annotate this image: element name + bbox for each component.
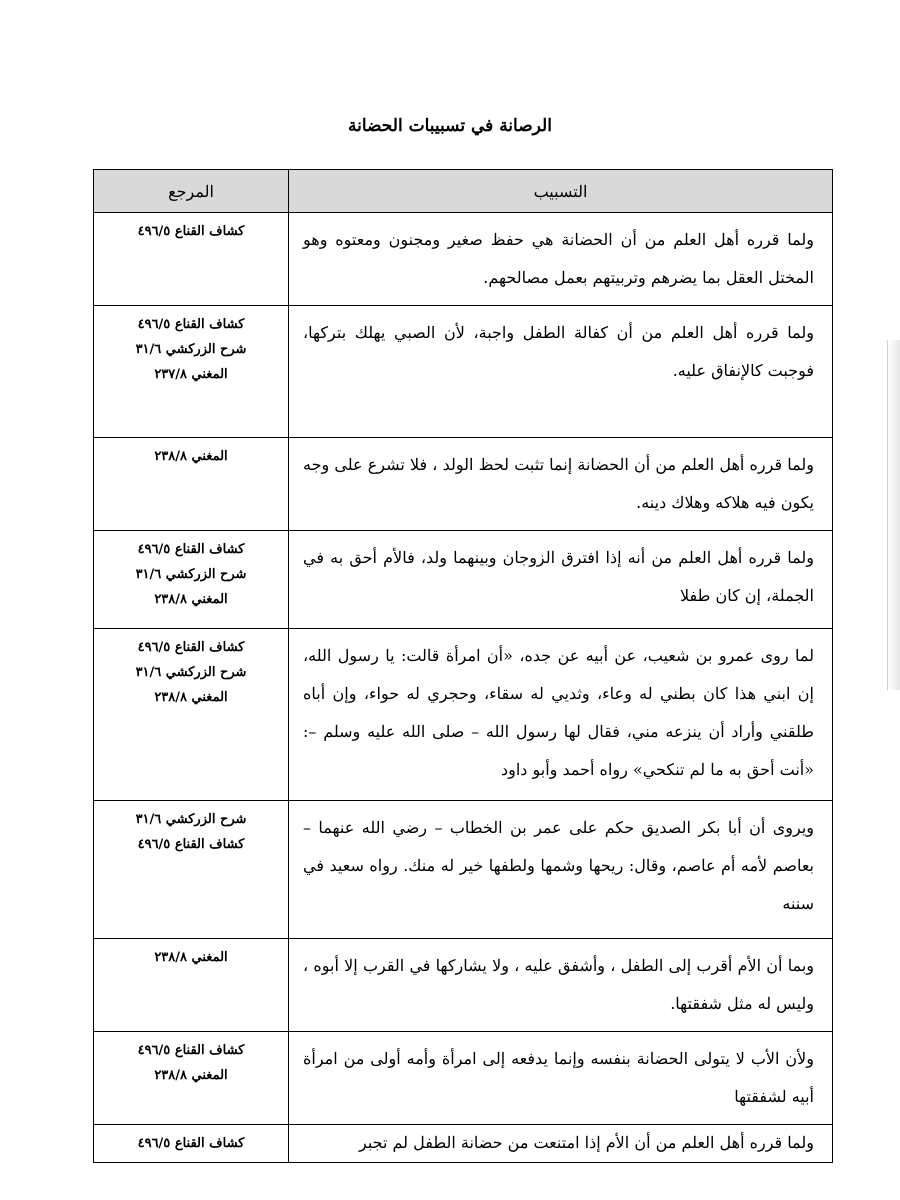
- reference-cell: [94, 629, 289, 801]
- page-scrollbar[interactable]: [887, 340, 900, 690]
- table-row: [94, 1125, 833, 1163]
- reference-item: شرح الزركشي ٣١/٦: [135, 812, 247, 827]
- table-row: [94, 801, 833, 939]
- reference-cell: [94, 939, 289, 1032]
- reference-item: شرح الزركشي ٣١/٦: [135, 567, 247, 582]
- table-row: [94, 629, 833, 801]
- reference-item: شرح الزركشي ٣١/٦: [135, 342, 247, 357]
- reference-cell: [94, 306, 289, 438]
- reference-item: كشاف القناع ٤٩٦/٥: [137, 224, 245, 239]
- reasoning-cell: ولما قرره أهل العلم من أن الأم إذا امتنعت من حضانة الطفل لم تجبر: [289, 1125, 833, 1163]
- reference-item: المغني ٢٣٨/٨: [154, 449, 228, 464]
- reference-cell: [94, 213, 289, 306]
- reference-cell: [94, 1125, 289, 1163]
- reference-item: المغني ٢٣٨/٨: [154, 592, 228, 607]
- reference-item: شرح الزركشي ٣١/٦: [135, 665, 247, 680]
- reference-cell: [94, 1032, 289, 1125]
- reasoning-cell: ولأن الأب لا يتولى الحضانة بنفسه وإنما يدفعه إلى امرأة وأمه أولى من امرأة أبيه لشفقتها: [289, 1032, 833, 1125]
- table-row: [94, 438, 833, 531]
- reasoning-table: [93, 169, 833, 1163]
- reasoning-cell: ولما قرره أهل العلم من أن الحضانة إنما تثبت لحظ الولد ، فلا تشرع على وجه يكون فيه هلاكه وهلاك دينه.: [289, 438, 833, 531]
- table-header-row: [94, 170, 833, 213]
- reference-cell: [94, 531, 289, 629]
- reference-cell: [94, 801, 289, 939]
- reference-item: كشاف القناع ٤٩٦/٥: [137, 1136, 245, 1151]
- table-row: [94, 939, 833, 1032]
- reference-cell: [94, 438, 289, 531]
- page-title: الرصانة في تسبيبات الحضانة: [348, 116, 552, 136]
- reasoning-cell: ولما قرره أهل العلم من أن كفالة الطفل واجبة، لأن الصبي يهلك بتركها، فوجبت كالإنفاق عليه.: [289, 306, 833, 438]
- reference-item: كشاف القناع ٤٩٦/٥: [137, 1043, 245, 1058]
- reasoning-cell: وبما أن الأم أقرب إلى الطفل ، وأشفق عليه ، ولا يشاركها في القرب إلا أبوه ، وليس له مثل شفقتها.: [289, 939, 833, 1032]
- table-body: [94, 213, 833, 1163]
- table-row: [94, 1032, 833, 1125]
- reasoning-cell: ولما قرره أهل العلم من أنه إذا افترق الزوجان وبينهما ولد، فالأم أحق به في الجملة، إن كان طفلا: [289, 531, 833, 629]
- reference-item: المغني ٢٣٧/٨: [154, 367, 228, 382]
- reference-item: المغني ٢٣٨/٨: [154, 950, 228, 965]
- table-row: [94, 306, 833, 438]
- header-reasoning: التسبيب: [289, 170, 833, 213]
- reference-item: المغني ٢٣٨/٨: [154, 690, 228, 705]
- reasoning-cell: لما روى عمرو بن شعيب، عن أبيه عن جده، «أن امرأة قالت: يا رسول الله، إن ابني هذا كان بطني له وعاء، وثديي له سقاء، وحجري له حواء، وإن أباه طلقني وأراد أن ينزعه مني، فقال لها رسول الله – صلى الله عليه وسلم –: «أنت أحق به ما لم تنكحي» رواه أحمد وأبو داود: [289, 629, 833, 801]
- reasoning-cell: ولما قرره أهل العلم من أن الحضانة هي حفظ صغير ومجنون ومعتوه وهو المختل العقل بما يضرهم وتربيتهم بعمل مصالحهم.: [289, 213, 833, 306]
- reasoning-cell: ويروى أن أبا بكر الصديق حكم على عمر بن الخطاب – رضي الله عنهما – بعاصم لأمه أم عاصم، وقال: ريحها وشمها ولطفها خير له منك. رواه سعيد في سننه: [289, 801, 833, 939]
- reference-item: كشاف القناع ٤٩٦/٥: [137, 837, 245, 852]
- table-row: [94, 531, 833, 629]
- reference-item: كشاف القناع ٤٩٦/٥: [137, 542, 245, 557]
- header-reference: المرجع: [94, 170, 289, 213]
- reference-item: كشاف القناع ٤٩٦/٥: [137, 640, 245, 655]
- reference-item: كشاف القناع ٤٩٦/٥: [137, 317, 245, 332]
- table-row: [94, 213, 833, 306]
- reference-item: المغني ٢٣٨/٨: [154, 1068, 228, 1083]
